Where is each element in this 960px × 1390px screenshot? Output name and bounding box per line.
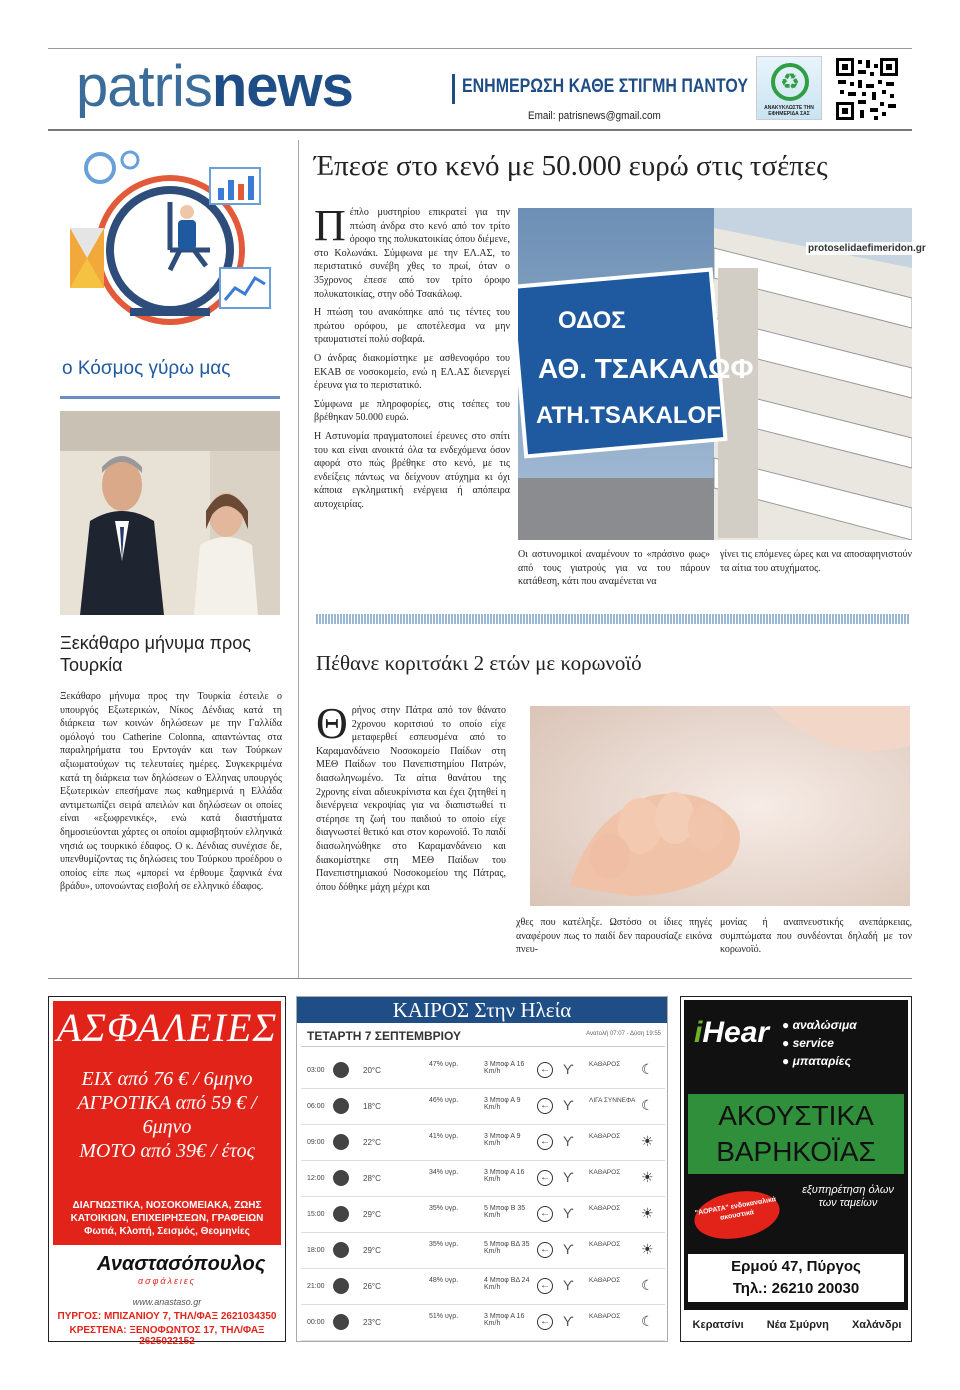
- weather-wind: 3 Μποφ Α 9 Km/h: [484, 1133, 521, 1147]
- weather-humidity: 34% υγρ.: [429, 1169, 459, 1176]
- weather-condition: ΚΑΘΑΡΟΣ: [589, 1061, 621, 1068]
- left-article-headline[interactable]: Ξεκάθαρο μήνυμα προς Τουρκία: [60, 633, 251, 675]
- ad-insurance-brand-sub: ασφάλειες: [137, 1276, 197, 1286]
- second-article-body-col2: χθες που κατέληξε. Ωστόσο οι ίδιες πηγές αναφέρουν πως το παιδί δεν παρουσίαζε εικόνα πνευ-: [516, 917, 712, 956]
- ad-hearing-aids[interactable]: [680, 996, 912, 1342]
- ad-hear-address: [688, 1254, 904, 1302]
- weather-condition: ΚΑΘΑΡΟΣ: [589, 1241, 621, 1248]
- weather-temp: 26°C: [363, 1282, 381, 1291]
- weather-humidity: 48% υγρ.: [429, 1277, 459, 1284]
- weather-humidity: 47% υγρ.: [429, 1061, 459, 1068]
- ad-hear-phone[interactable]: Τηλ.: 26210 20030: [732, 1280, 860, 1297]
- wind-arrow-icon: ←: [537, 1206, 553, 1222]
- ad-hear-city: Χαλάνδρι: [851, 1319, 902, 1331]
- masthead-logo[interactable]: [76, 56, 353, 118]
- paragraph: Ο άνδρας διακομίστηκε με ασθενοφόρο του ΕΚΑΒ σε νοσοκομείο, ενώ η ΕΛ.ΑΣ διενεργεί έρευνα για το περιστατικό.: [314, 352, 510, 392]
- left-article-body: Ξεκάθαρο μήνυμα προς την Τουρκία έστειλε ο υπουργός Εξωτερικών, Νίκος Δένδιας κατά τη διάρκεια των κοινών δηλώσεων με την Γαλλίδα ομόλογό του Catherine Colonna, απαντώντας στα παραληρήματα του Ερντογάν και των Τούρκων αξιωματούχων τις τελευταίες ημέρες. Συγκεκριμένα κατά τη διάρκεια των δηλώσεων ο Έλληνας υπουργός Εξωτερικών επεσήμανε πως καθημερινά η Ελλάδα αντιμετωπίζει σειρά απειλών και δηλώσεων οι οποίες είναι «εξωφρενικές», ενώ κατά διαστήματα δημοσιεύονται χάρτες οι οποίοι αμφισβητούν ελληνικά νησιά ως τουρκικό έδαφος. Ο κ. Δένδιας συνέχισε δε, υπενθυμίζοντας τις δηλώσεις του Τούρκου προέδρου ο οποίος είπε πως «μπορεί να έρθουμε ξαφνικά ένα βράδυ», υπονοώντας εισβολή σε ελληνικό έδαφος.: [60, 691, 282, 893]
- wind-turbine-icon: Ƴ: [563, 1061, 574, 1077]
- weather-sunrise-sunset: Ανατολή 07:07 - Δύση 19:55: [586, 1031, 661, 1037]
- ad-hear-street: Ερμού 47, Πύργος: [731, 1258, 861, 1275]
- ad-insurance[interactable]: [48, 996, 286, 1347]
- column-divider: [298, 140, 299, 978]
- ad-insurance-panel: [53, 1001, 281, 1245]
- world-section-illustration: [60, 138, 280, 348]
- paragraph: Σύμφωνα με πληροφορίες, στις τσέπες του βρέθηκαν 50.000 ευρώ.: [314, 398, 510, 424]
- weather-temp: 29°C: [363, 1210, 381, 1219]
- sun-icon: ☀: [641, 1241, 654, 1257]
- ad-insurance-service: ΚΑΤΟΙΚΙΩΝ, ΕΠΙΧΕΙΡΗΣΕΩΝ, ΓΡΑΦΕΙΩΝ: [70, 1213, 264, 1224]
- ad-insurance-website[interactable]: www.anastaso.gr: [132, 1297, 202, 1307]
- weather-time: 15:00: [307, 1211, 325, 1218]
- section-divider: [316, 614, 910, 624]
- sun-icon: ☀: [641, 1205, 654, 1221]
- qr-code[interactable]: [834, 56, 900, 122]
- weather-humidity: 46% υγρ.: [429, 1097, 459, 1104]
- wind-arrow-icon: ←: [537, 1170, 553, 1186]
- wind-arrow-icon: ←: [537, 1134, 553, 1150]
- weather-row: [301, 1125, 665, 1161]
- wind-arrow-icon: ←: [537, 1062, 553, 1078]
- moon-icon: ☾: [641, 1313, 654, 1329]
- wind-arrow-icon: ←: [537, 1278, 553, 1294]
- weather-wind: 3 Μποφ Α 16 Km/h: [484, 1169, 525, 1183]
- ad-insurance-address: ΚΡΕΣΤΕΝΑ: ΞΕΝΟΦΩΝΤΟΣ 17, ΤΗΛ/ΦΑΞ 2625022152: [69, 1325, 265, 1347]
- weather-temp: 28°C: [363, 1174, 381, 1183]
- moon-icon: ☾: [641, 1061, 654, 1077]
- watermark: protoselidaefimeridon.gr: [808, 243, 926, 254]
- clock-icon: [333, 1278, 349, 1294]
- header-top-rule: [48, 48, 912, 49]
- paragraph: Η Αστυνομία πραγματοποιεί έρευνες στο σπίτι του και είναι ανοικτά όλα τα ενδεχόμενα όσον αφορά στο πώς βρέθηκε στο κενό, με τις ενδείξεις πάντως να δείχνουν ατύχημα κι όχι κάποια εγκληματική ενέργεια ή απόπειρα αυτοχειρίας.: [314, 430, 510, 510]
- wind-arrow-icon: ←: [537, 1242, 553, 1258]
- wind-turbine-icon: Ƴ: [563, 1241, 574, 1257]
- main-article-headline[interactable]: Έπεσε στο κενό με 50.000 ευρώ στις τσέπες: [314, 150, 828, 182]
- second-article-headline[interactable]: Πέθανε κοριτσάκι 2 ετών με κορωνοϊό: [316, 651, 642, 675]
- weather-row: [301, 1233, 665, 1269]
- sign-text-line3: ATH.TSAKALOF: [536, 402, 721, 429]
- dropcap: Π: [314, 201, 346, 250]
- header-bottom-rule: [48, 129, 912, 131]
- ad-hear-cities: [681, 1319, 913, 1331]
- ads-divider: [48, 978, 912, 979]
- qr-code-icon: [834, 56, 900, 122]
- wind-turbine-icon: Ƴ: [563, 1097, 574, 1113]
- weather-temp: 22°C: [363, 1138, 381, 1147]
- photo-ministers: [60, 411, 280, 615]
- ad-hear-badge: "ΑΟΡΑΤΑ" ενδοκαναλικά ακουστικά: [691, 1185, 784, 1245]
- paragraph: ρήνος στην Πάτρα από τον θάνατο 2χρονου κοριτσιού το οποίο είχε μεταφερθεί εσπευσμένα από το Καραμανδάνειο Νοσοκομείο Παίδων στη ΜΕΘ Παίδων του Πανεπιστημίου Πατρών, διασωληνωμένο. Τα αίτια θανάτου της 2χρονης είναι αδιευκρίνιστα και έχει ζητηθεί η διενέργεια νεκροψίας για να διαπιστωθεί τι στέρησε τη ζωή του παιδιού το οποίο είχε διαγνωστεί θετικό και στον κορωνοϊό. Το παιδί διασωληνώθηκε στο Καραμανδάνειο και διακομίστηκε στη ΜΕΘ Παίδων του Πανεπιστημιακού Νοσοκομείου της Πάτρας, όπου δόθηκε μάχη μέχρι και: [316, 705, 506, 893]
- ad-insurance-offer: ΜΟΤΟ από 39€ / έτος: [79, 1140, 255, 1162]
- paragraph: Η πτώση του ανακόπηκε από τις τέντες του πρώτου ορόφου, με αποτέλεσμα να μην τραυματιστεί πολύ σοβαρά.: [314, 307, 510, 346]
- weather-temp: 20°C: [363, 1066, 381, 1075]
- clock-icon: [333, 1314, 349, 1330]
- sign-text-line2: ΑΘ. ΤΣΑΚΑΛΩΦ: [538, 353, 754, 384]
- weather-wind: 3 Μποφ Α 9 Km/h: [484, 1097, 521, 1111]
- weather-condition: ΚΑΘΑΡΟΣ: [589, 1313, 621, 1320]
- sun-icon: ☀: [641, 1169, 654, 1185]
- weather-humidity: 51% υγρ.: [429, 1313, 459, 1320]
- ad-insurance-brand: Αναστασόπουλος: [97, 1253, 266, 1275]
- moon-icon: ☾: [641, 1277, 654, 1293]
- weather-box: [296, 996, 668, 1342]
- weather-row: [301, 1161, 665, 1197]
- recycle-label: ΑΝΑΚΥΚΛΩΣΤΕ ΤΗΝ ΕΦΗΜΕΡΙΔΑ ΣΑΣ: [764, 105, 814, 117]
- wind-turbine-icon: Ƴ: [563, 1205, 574, 1221]
- clock-icon: [333, 1242, 349, 1258]
- wind-turbine-icon: Ƴ: [563, 1277, 574, 1293]
- ad-hear-feature: ● μπαταρίες: [782, 1054, 851, 1068]
- weather-condition: ΚΑΘΑΡΟΣ: [589, 1169, 621, 1176]
- dropcap: Θ: [316, 699, 348, 748]
- ad-insurance-service: Φωτιά, Κλοπή, Σεισμός, Θεομηνίες: [84, 1226, 250, 1237]
- weather-header: [301, 1027, 665, 1047]
- slogan: ΕΝΗΜΕΡΩΣΗ ΚΑΘΕ ΣΤΙΓΜΗ ΠΑΝΤΟΥ: [462, 76, 749, 97]
- second-article-body: [316, 699, 506, 894]
- ad-hear-panel: [684, 1000, 908, 1310]
- weather-humidity: 41% υγρ.: [429, 1133, 459, 1140]
- weather-wind: 5 Μποφ ΒΔ 35 Km/h: [484, 1241, 530, 1255]
- clock-icon: [333, 1170, 349, 1186]
- weather-condition: ΛΙΓΑ ΣΥΝΝΕΦΑ: [589, 1097, 636, 1104]
- recycle-badge: [756, 56, 822, 120]
- weather-condition: ΚΑΘΑΡΟΣ: [589, 1133, 621, 1140]
- weather-humidity: 35% υγρ.: [429, 1205, 459, 1212]
- weather-time: 12:00: [307, 1175, 325, 1182]
- paragraph: έπλο μυστηρίου επικρατεί για την πτώση άνδρα στο κενό από τον τρίτο όροφο της πολυκατοικίας όπου διέμενε, στο Κολωνάκι. Σύμφωνα με την ΕΛ.ΑΣ, το περιστατικό συνέβη χθες το πρωί, όταν ο 35χρονος έπεσε από τον τρίτο όροφο πολυκατοικίας, στην οδό Τσακάλωφ.: [314, 207, 510, 300]
- photo-street-sign: [518, 208, 912, 540]
- ad-hear-title-line: ΑΚΟΥΣΤΙΚΑ: [718, 1100, 874, 1131]
- weather-wind: 4 Μποφ ΒΔ 24 Km/h: [484, 1277, 530, 1291]
- ad-hear-feature: ● αναλώσιμα: [782, 1018, 857, 1032]
- clock-icon: [333, 1098, 349, 1114]
- weather-temp: 18°C: [363, 1102, 381, 1111]
- weather-row: [301, 1053, 665, 1089]
- recycle-icon: ♻: [771, 63, 809, 101]
- second-article-body-col3: μονίας ή αναπνευστικής ανεπάρκειας, συμπτώματα που συνδέονται δηλαδή με τον κορωνοϊό.: [720, 917, 912, 956]
- ad-hear-logo-text: Hear: [702, 1016, 770, 1049]
- weather-temp: 23°C: [363, 1318, 381, 1327]
- ad-hear-logo-i: i: [694, 1016, 703, 1049]
- clock-icon: [333, 1134, 349, 1150]
- weather-humidity: 35% υγρ.: [429, 1241, 459, 1248]
- weather-row: [301, 1269, 665, 1305]
- weather-row: [301, 1305, 665, 1341]
- ad-hear-service: εξυπηρέτηση όλων των ταμείων: [802, 1184, 894, 1209]
- sun-icon: ☀: [641, 1133, 654, 1149]
- clock-icon: [333, 1206, 349, 1222]
- weather-time: 09:00: [307, 1139, 325, 1146]
- weather-temp: 29°C: [363, 1246, 381, 1255]
- ad-hear-title-line: ΒΑΡΗΚΟΪΑΣ: [716, 1136, 876, 1167]
- slogan-separator: [452, 74, 455, 104]
- ad-hear-logo: [694, 1016, 769, 1050]
- weather-row: [301, 1197, 665, 1233]
- weather-time: 21:00: [307, 1283, 325, 1290]
- contact-email[interactable]: Email: patrisnews@gmail.com: [528, 110, 661, 122]
- main-article-body-col3: γίνει τις επόμενες ώρες και να αποσαφηνιστούν τα αίτια του ατυχήματος.: [720, 549, 912, 574]
- main-article-body-col2: Οι αστυνομικοί αναμένουν το «πράσινο φως» από τους γιατρούς για να του πάρουν κατάθεση, κάτι που αναμένεται να: [518, 549, 710, 588]
- logo-part2: news: [211, 54, 353, 119]
- ad-insurance-address: ΠΥΡΓΟΣ: ΜΠΙΖΑΝΙΟΥ 7, ΤΗΛ/ΦΑΞ 2621034350: [57, 1311, 277, 1322]
- sign-text-line1: ΟΔΟΣ: [558, 307, 626, 334]
- weather-day: ΤΕΤΑΡΤΗ 7 ΣΕΠΤΕΜΒΡΙΟΥ: [307, 1029, 461, 1043]
- ad-hear-city: Νέα Σμύρνη: [766, 1319, 829, 1331]
- ad-insurance-offer: ΑΓΡΟΤΙΚΑ από 59 € / 6μηνο: [77, 1092, 257, 1138]
- ad-hear-feature: ● service: [782, 1036, 834, 1050]
- weather-time: 06:00: [307, 1103, 325, 1110]
- ad-insurance-title: ΑΣΦΑΛΕΙΕΣ: [56, 1005, 278, 1050]
- weather-condition: ΚΑΘΑΡΟΣ: [589, 1205, 621, 1212]
- logo-part1: patris: [76, 54, 212, 119]
- ad-hear-city: Κερατσίνι: [692, 1319, 744, 1331]
- wind-arrow-icon: ←: [537, 1314, 553, 1330]
- wind-turbine-icon: Ƴ: [563, 1133, 574, 1149]
- wind-turbine-icon: Ƴ: [563, 1313, 574, 1329]
- weather-time: 00:00: [307, 1319, 325, 1326]
- main-article-body: [314, 201, 510, 516]
- weather-time: 03:00: [307, 1067, 325, 1074]
- weather-wind: 3 Μποφ Α 16 Km/h: [484, 1061, 525, 1075]
- wind-arrow-icon: ←: [537, 1098, 553, 1114]
- weather-wind: 3 Μποφ Α 16 Km/h: [484, 1313, 525, 1327]
- photo-baby-hand: [530, 706, 910, 906]
- weather-row: [301, 1089, 665, 1125]
- moon-icon: ☾: [641, 1097, 654, 1113]
- section-rule: [60, 396, 280, 399]
- ad-insurance-service: ΔΙΑΓΝΩΣΤΙΚΑ, ΝΟΣΟΚΟΜΕΙΑΚΑ, ΖΩΗΣ: [72, 1200, 262, 1211]
- weather-time: 18:00: [307, 1247, 325, 1254]
- ad-insurance-logo: [97, 1253, 266, 1293]
- section-title: ο Κόσμος γύρω μας: [62, 358, 231, 379]
- ad-hear-title: [688, 1094, 904, 1174]
- weather-wind: 5 Μποφ Β 35 Km/h: [484, 1205, 526, 1219]
- clock-icon: [333, 1062, 349, 1078]
- weather-condition: ΚΑΘΑΡΟΣ: [589, 1277, 621, 1284]
- ad-insurance-offer: ΕΙΧ από 76 € / 6μηνο: [81, 1068, 253, 1090]
- wind-turbine-icon: Ƴ: [563, 1169, 574, 1185]
- weather-title: ΚΑΙΡΟΣ Στην Ηλεία: [297, 997, 667, 1023]
